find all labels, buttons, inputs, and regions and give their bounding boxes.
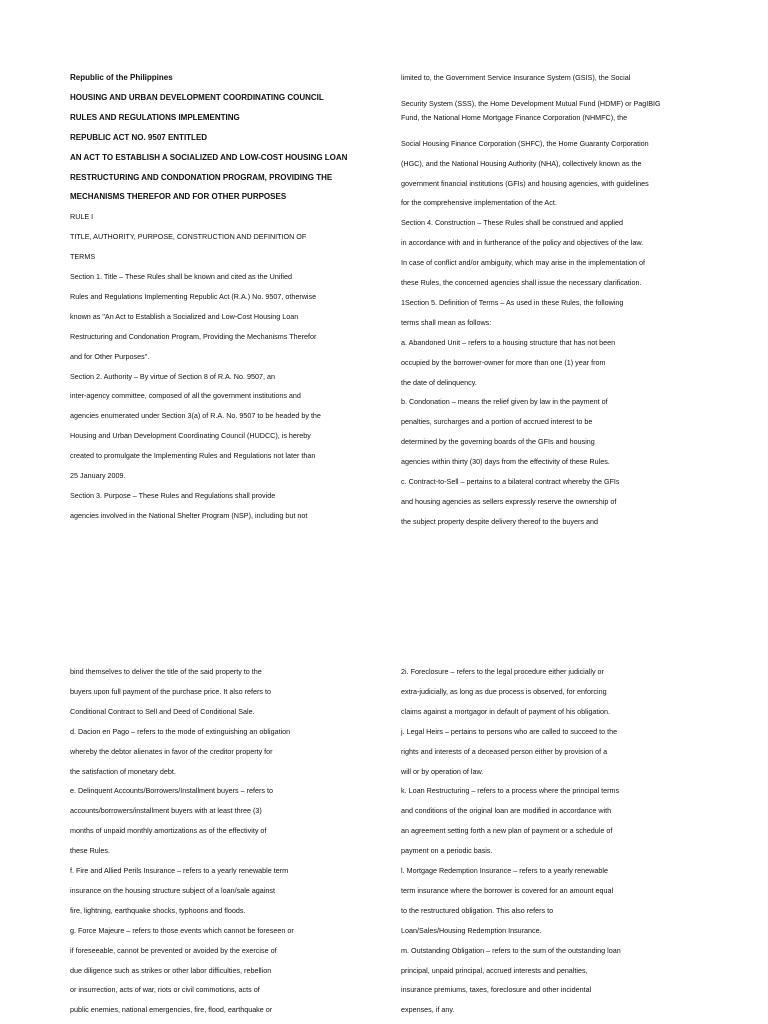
bottom-left-line: Conditional Contract to Sell and Deed of Conditional Sale. [70,706,255,716]
top-right-line: penalties, surcharges and a portion of accrued interest to be [401,417,593,427]
top-right-line: agencies within thirty (30) days from the effectivity of these Rules. [401,457,610,467]
bottom-right-line: j. Legal Heirs – pertains to persons who are called to succeed to the [401,726,618,736]
top-right-line: government financial institutions (GFIs) and housing agencies, with guidelines [401,178,649,188]
bottom-left-line: due diligence such as strikes or other labor difficulties, rebellion [70,965,272,975]
top-right-line: Social Housing Finance Corporation (SHFC), the Home Guaranty Corporation [401,138,649,148]
bottom-right-line: Loan/Sales/Housing Redemption Insurance. [401,925,542,935]
top-right-line: limited to, the Government Service Insurance System (GSIS), the Social [401,73,631,82]
bottom-left-line: e. Delinquent Accounts/Borrowers/Installment buyers – refers to [70,786,273,796]
top-right-line: occupied by the borrower-owner for more than one (1) year from [401,357,606,367]
bottom-left-line: d. Dacion en Pago – refers to the mode of extinguishing an obligation [70,726,291,736]
bottom-right-line: and conditions of the original loan are modified in accordance with [401,806,612,816]
bottom-left-line: or insurrection, acts of war, riots or civil commotions, acts of [70,985,260,995]
top-left-line: and for Other Purposes". [70,351,150,361]
bottom-left-line: these Rules. [70,846,110,856]
top-left-line: RULE I [70,212,94,222]
top-right-line: In case of conflict and/or ambiguity, which may arise in the implementation of [401,258,645,268]
top-left-line: Housing and Urban Development Coordinating Council (HUDCC), is hereby [70,431,311,441]
top-left-line: Republic of the Philippines [70,73,173,82]
top-right-line: in accordance with and in furtherance of the policy and objectives of the law. [401,238,644,248]
top-left-line: inter-agency committee, composed of all the government institutions and [70,391,301,401]
top-left-line: known as "An Act to Establish a Socialized and Low-Cost Housing Loan [70,311,299,321]
top-right-line: Security System (SSS), the Home Development Mutual Fund (HDMF) or PagIBIG [401,98,661,108]
top-left-line: RULES AND REGULATIONS IMPLEMENTING [70,112,240,122]
top-right-line: and housing agencies as sellers expressly reserve the ownership of [401,496,617,506]
bottom-left-line: buyers upon full payment of the purchase price. It also refers to [70,686,271,696]
bottom-left-line: months of unpaid monthly amortizations as of the effectivity of [70,826,267,836]
top-left-line: agencies involved in the National Shelter Program (NSP), including but not [70,510,308,520]
bottom-left-line: insurance on the housing structure subject of a loan/sale against [70,885,275,895]
bottom-left-line: public enemies, national emergencies, fire, flood, earthquake or [70,1005,273,1015]
bottom-right-line: expenses, if any. [401,1005,455,1015]
top-right-line: 1Section 5. Definition of Terms – As used in these Rules, the following [401,297,624,307]
bottom-left-line: fire, lightning, earthquake shocks, typhoons and floods. [70,905,246,915]
top-right-line: the subject property despite delivery thereof to the buyers and [401,516,598,526]
bottom-left-line: if foreseeable, cannot be prevented or avoided by the exercise of [70,945,277,955]
bottom-right-line: term insurance where the borrower is covered for an amount equal [401,885,614,895]
bottom-right-line: insurance premiums, taxes, foreclosure and other incidental [401,985,592,995]
bottom-right-line: extra-judicially, as long as due process is observed, for enforcing [401,686,607,696]
bottom-left-line: whereby the debtor alienates in favor of the creditor property for [70,746,273,756]
bottom-right-line: l. Mortgage Redemption Insurance – refers to a yearly renewable [401,866,608,875]
top-right-line: Section 4. Construction – These Rules shall be construed and applied [401,218,624,228]
top-left-line: AN ACT TO ESTABLISH A SOCIALIZED AND LOW-COST HOUSING LOAN [70,152,348,162]
bottom-right-line: to the restructured obligation. This also refers to [401,905,554,915]
bottom-right-line: payment on a periodic basis. [401,846,493,856]
top-left-line: REPUBLIC ACT NO. 9507 ENTITLED [70,132,208,142]
top-left-line: Rules and Regulations Implementing Republic Act (R.A.) No. 9507, otherwise [70,291,317,301]
top-right-line: the date of delinquency. [401,377,477,387]
bottom-right-line: will or by operation of law. [401,766,484,776]
top-left-line: Section 1. Title – These Rules shall be known and cited as the Unified [70,272,293,281]
top-left-line: agencies enumerated under Section 3(a) of R.A. No. 9507 to be headed by the [70,411,321,421]
bottom-right-line: k. Loan Restructuring – refers to a process where the principal terms [401,786,620,796]
top-left-line: HOUSING AND URBAN DEVELOPMENT COORDINATING COUNCIL [70,92,324,102]
top-left-line: TERMS [70,252,96,262]
bottom-left-line: g. Force Majeure – refers to those events which cannot be foreseen or [70,925,294,935]
bottom-left-line: f. Fire and Allied Perils Insurance – refers to a yearly renewable term [70,866,289,875]
top-left-line: Restructuring and Condonation Program, Providing the Mechanisms Therefor [70,331,317,341]
top-right-line: determined by the governing boards of the GFIs and housing [401,437,595,447]
top-right-line: for the comprehensive implementation of the Act. [401,198,557,208]
top-left-line: Section 3. Purpose – These Rules and Regulations shall provide [70,490,276,500]
bottom-right-line: m. Outstanding Obligation – refers to the sum of the outstanding loan [401,945,621,955]
bottom-right-line: principal, unpaid principal, accrued interests and penalties, [401,965,588,975]
top-right-line: these Rules, the concerned agencies shall issue the necessary clarification. [401,278,642,287]
top-left-line: created to promulgate the Implementing Rules and Regulations not later than [70,451,316,461]
top-right-line: terms shall mean as follows: [401,317,492,327]
top-left-line: 25 January 2009. [70,471,126,480]
top-left-line: RESTRUCTURING AND CONDONATION PROGRAM, PROVIDING THE [70,172,333,182]
bottom-right-line: claims against a mortgagor in default of payment of his obligation. [401,706,610,716]
bottom-right-line: 2i. Foreclosure – refers to the legal procedure either judicially or [401,667,604,676]
bottom-left-line: bind themselves to deliver the title of the said property to the [70,667,262,676]
top-left-line: MECHANISMS THEREFOR AND FOR OTHER PURPOSES [70,192,287,202]
top-right-line: Fund, the National Home Mortgage Finance Corporation (NHMFC), the [401,112,628,122]
top-right-line: b. Condonation – means the relief given by law in the payment of [401,397,608,407]
top-right-line: (HGC), and the National Housing Authority (NHA), collectively known as the [401,158,642,168]
top-left-line: Section 2. Authority – By virtue of Section 8 of R.A. No. 9507, an [70,371,275,381]
top-right-line: c. Contract-to-Sell – pertains to a bilateral contract whereby the GFIs [401,477,620,486]
top-right-line: a. Abandoned Unit – refers to a housing structure that has not been [401,337,616,347]
bottom-right-line: rights and interests of a deceased person either by provision of a [401,746,608,756]
top-left-line: TITLE, AUTHORITY, PURPOSE, CONSTRUCTION AND DEFINITION OF [70,232,307,242]
bottom-left-line: the satisfaction of monetary debt. [70,766,176,776]
bottom-right-line: an agreement setting forth a new plan of payment or a schedule of [401,826,613,836]
bottom-left-line: accounts/borrowers/installment buyers with at least three (3) [70,806,262,816]
